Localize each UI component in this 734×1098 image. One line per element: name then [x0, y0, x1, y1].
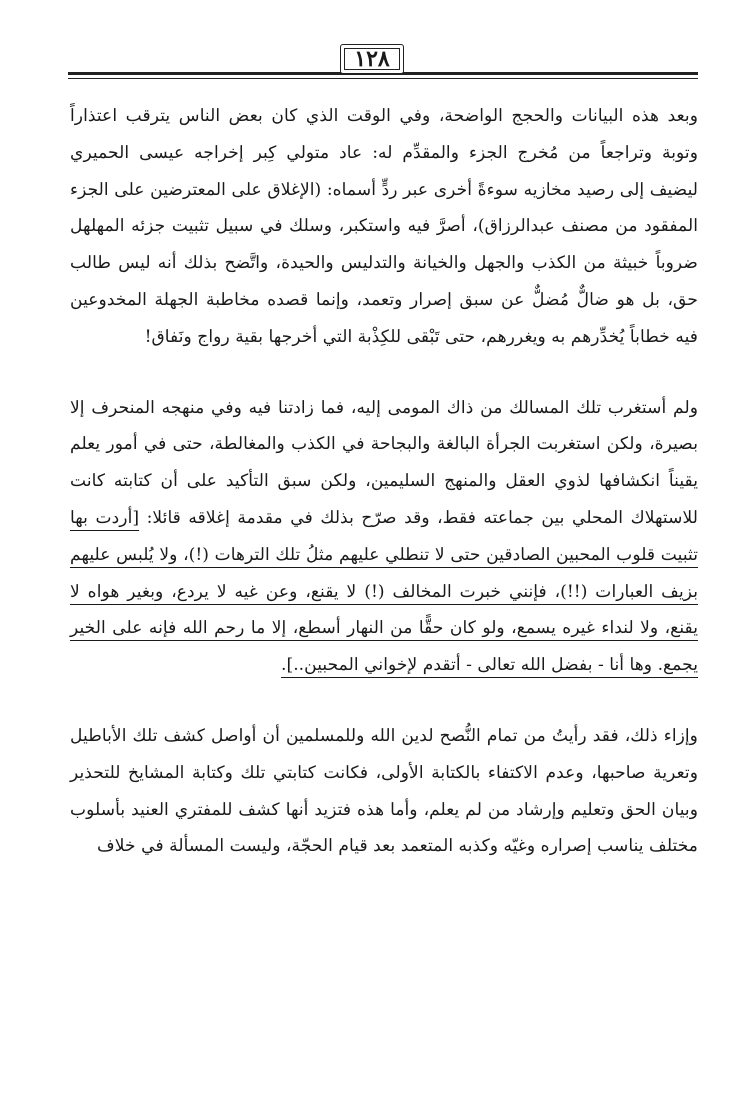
underlined-quote: [أردت بها تثبيت قلوب المحبين الصادقين حتى لا تنطلي عليهم مثلُ تلك الترهات (!)، ولا يُلبس عليهم بزيف العبارات (!!)، فإنني خبرت المخالف (!) لا يقنع، وعن غيه لا يردع، وبغير هواه لا يقنع، ولا لنداء غيره يسمع، ولو كان حقًّا من النهار أسطع، إلا ما رحم الله فإنه على الخير يجمع. وها أنا - بفضل الله تعالى - أتقدم لإخواني المحبين..].	[70, 507, 698, 676]
page-number-text: ١٢٨	[354, 46, 390, 72]
header-rule-thin	[68, 78, 698, 79]
paragraph-1: وبعد هذه البيانات والحجج الواضحة، وفي الوقت الذي كان بعض الناس يترقب اعتذاراً وتوبة وتراجعاً من مُخرج الجزء والمقدِّم له: عاد متولي كِبر إخراجه عيسى الحميري ليضيف إلى رصيد مخازيه سوءةً أخرى عبر ردٍّ أسماه: (الإغلاق على المعترضين على الجزء المفقود من مصنف عبدالرزاق)، أصرَّ فيه واستكبر، وسلك في سبيل تثبيت جزئه المهلهل ضروباً خبيثة من الكذب والجهل والخيانة والتدليس والحيدة، واتَّضح بذلك أنه ليس طالب حق، بل هو ضالٌّ مُضلٌّ عن سبق إصرار وتعمد، وإنما قصده مخاطبة الجهلة المخدوعين فيه خطاباً يُخدِّرهم به ويغررهم، حتى تَبْقى للكِذْبة التي أخرجها بقية رواج ونَفاق!	[70, 106, 698, 347]
paragraph-3: وإزاء ذلك، فقد رأيتُ من تمام النُّصح لدين الله وللمسلمين أن أواصل كشف تلك الأباطيل وتعرية صاحبها، وعدم الاكتفاء بالكتابة الأولى، فكانت كتابتي تلك وكتابة المشايخ للتحذير وبيان الحق وتعليم وإرشاد من لم يعلم، وأما هذه فتزيد أنها كشف للمفتري العنيد بأسلوب مختلف يناسب إصراره وغيّه وكذبه المتعمد بعد قيام الحجّة، وليست المسألة في خلاف	[70, 725, 698, 857]
page-number	[340, 44, 404, 74]
body-text	[70, 98, 698, 865]
page-header	[60, 38, 700, 84]
paragraph-spacer	[70, 356, 698, 390]
paragraph-spacer	[70, 684, 698, 718]
paragraph-2	[70, 390, 698, 684]
paragraph-2-text: ولم أستغرب تلك المسالك من ذاك المومى إليه، فما زادتنا فيه وفي منهجه المنحرف إلا بصيرة، ولكن استغربت الجرأة البالغة والبجاحة في الكذب والمغالطة، حتى في أمور يعلم يقيناً انكشافها لذوي العقل والمنهج السليمين، ولكن سبق التأكيد على أن كتابته كانت للاستهلاك المحلي بين جماعته فقط، وقد صرّح بذلك في مقدمة إغلاقه قائلا:	[70, 397, 698, 528]
